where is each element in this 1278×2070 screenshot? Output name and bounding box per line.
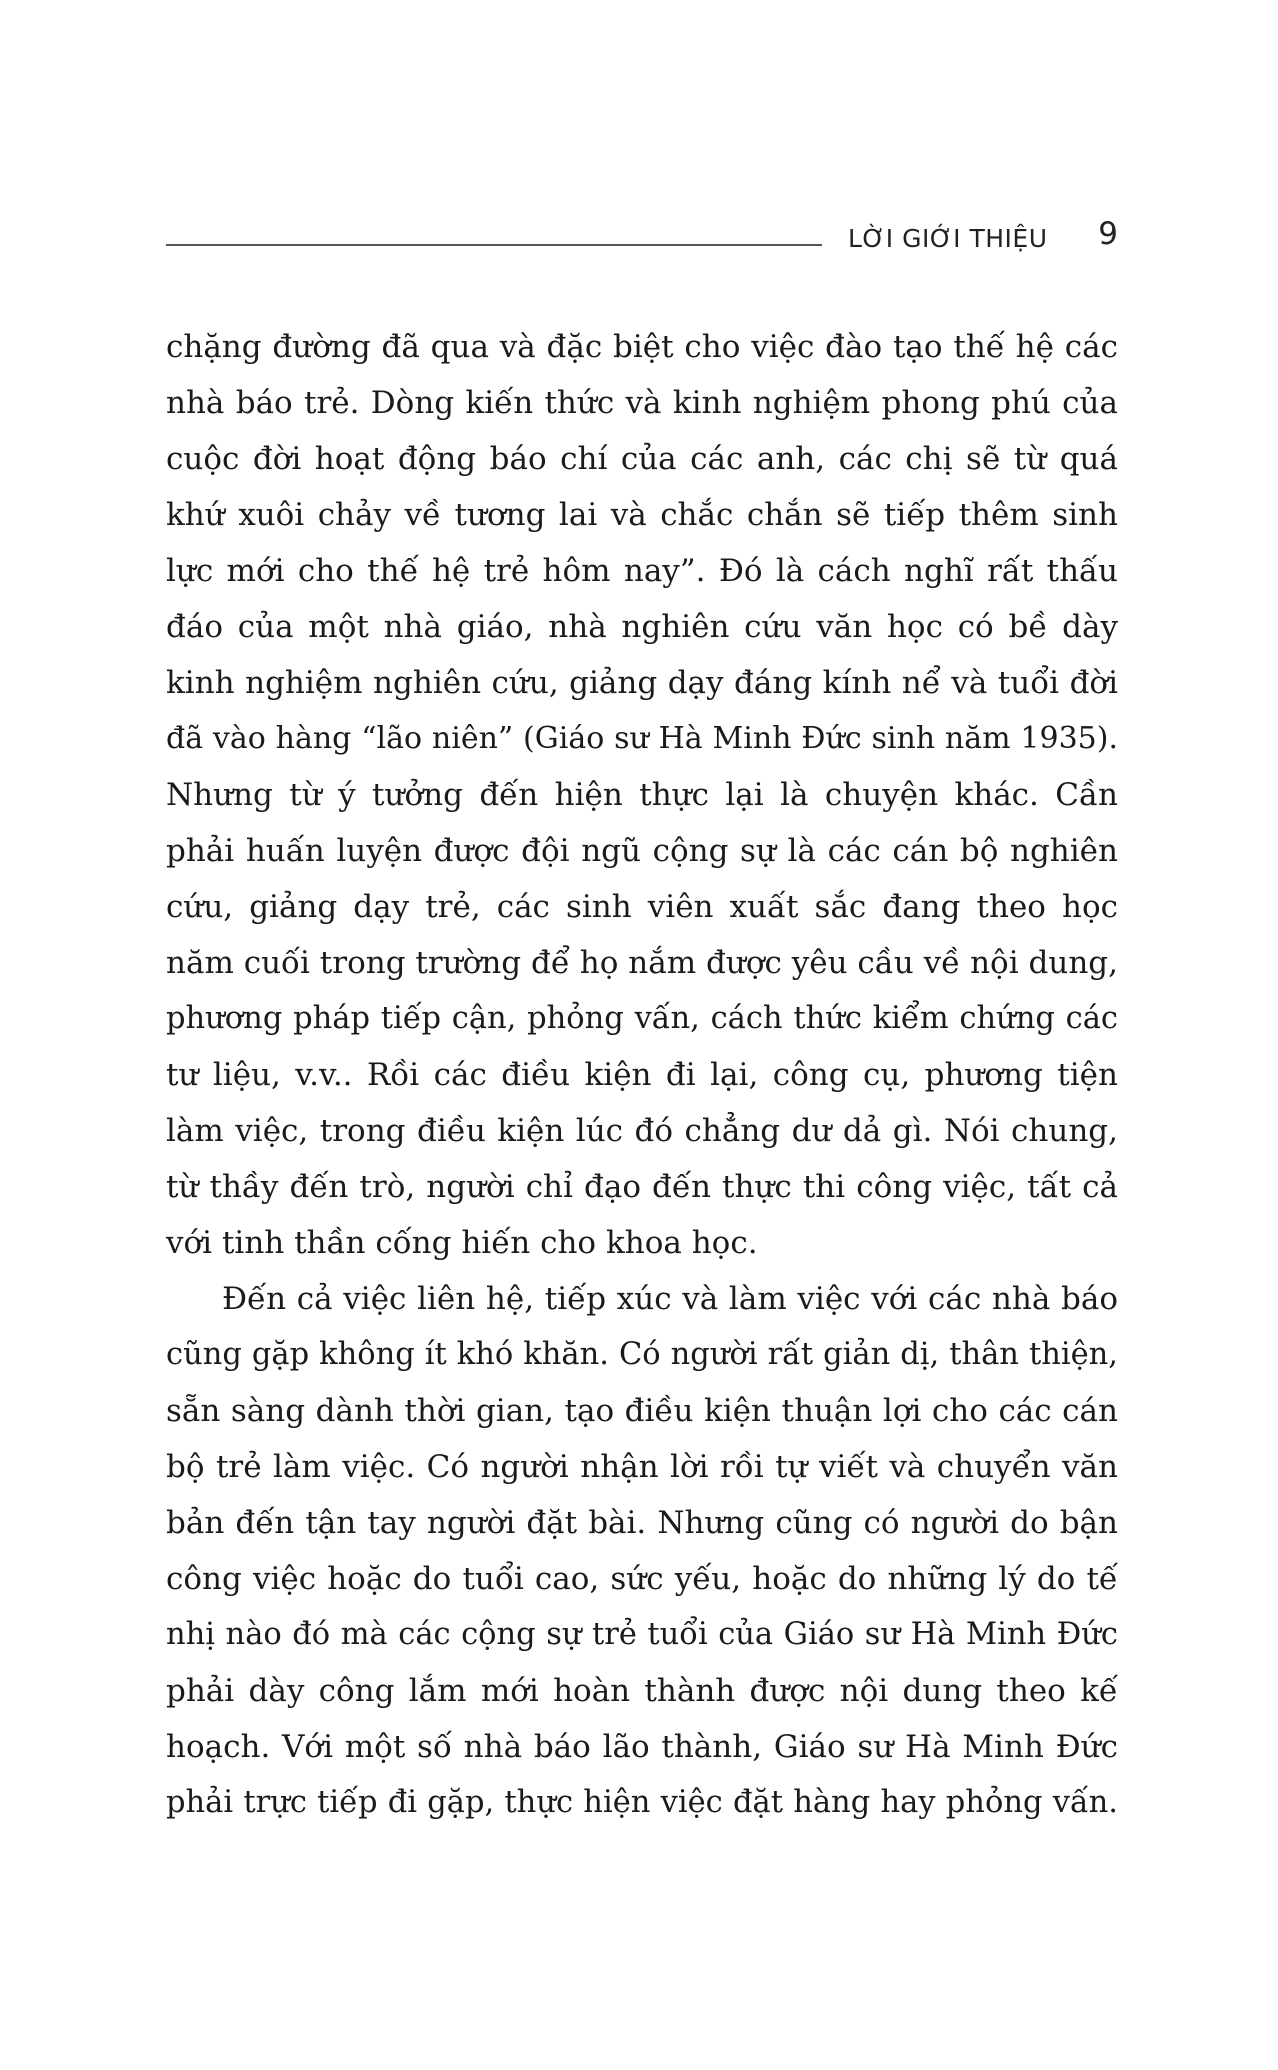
text-line: đã vào hàng “lão niên” (Giáo sư Hà Minh Đức sinh năm 1935). [166, 721, 1118, 756]
header-rule [166, 244, 822, 246]
running-header [166, 214, 1118, 274]
text-line: cứu, giảng dạy trẻ, các sinh viên xuất sắc đang theo học [166, 889, 1118, 925]
paragraph-1 [166, 319, 1118, 1271]
chapter-title: LỜI GIỚI THIỆU [848, 224, 1048, 253]
text-line: năm cuối trong trường để họ nắm được yêu cầu về nội dung, [166, 945, 1118, 981]
paragraph-2 [166, 1271, 1118, 1831]
text-line: từ thầy đến trò, người chỉ đạo đến thực thi công việc, tất cả [166, 1169, 1118, 1205]
text-line: tư liệu, v.v.. Rồi các điều kiện đi lại, công cụ, phương tiện [166, 1057, 1118, 1093]
text-line: cũng gặp không ít khó khăn. Có người rất giản dị, thân thiện, [166, 1337, 1118, 1372]
text-line: bộ trẻ làm việc. Có người nhận lời rồi tự viết và chuyển văn [166, 1449, 1118, 1485]
text-line: kinh nghiệm nghiên cứu, giảng dạy đáng kính nể và tuổi đời [166, 665, 1118, 701]
text-line: nhà báo trẻ. Dòng kiến thức và kinh nghiệm phong phú của [166, 385, 1118, 421]
text-line: hoạch. Với một số nhà báo lão thành, Giáo sư Hà Minh Đức [166, 1729, 1118, 1765]
text-line: lực mới cho thế hệ trẻ hôm nay”. Đó là cách nghĩ rất thấu [166, 553, 1118, 589]
text-line: Nhưng từ ý tưởng đến hiện thực lại là chuyện khác. Cần [166, 777, 1118, 813]
text-line: làm việc, trong điều kiện lúc đó chẳng dư dả gì. Nói chung, [166, 1113, 1118, 1149]
text-line: đáo của một nhà giáo, nhà nghiên cứu văn học có bề dày [166, 609, 1118, 645]
page-number: 9 [1098, 216, 1118, 252]
text-line: chặng đường đã qua và đặc biệt cho việc đào tạo thế hệ các [166, 329, 1118, 365]
text-line: với tinh thần cống hiến cho khoa học. [166, 1225, 758, 1261]
text-line: công việc hoặc do tuổi cao, sức yếu, hoặc do những lý do tế [166, 1561, 1118, 1597]
text-line: cuộc đời hoạt động báo chí của các anh, các chị sẽ từ quá [166, 441, 1118, 477]
text-line: phải trực tiếp đi gặp, thực hiện việc đặt hàng hay phỏng vấn. [166, 1785, 1118, 1820]
text-line: phương pháp tiếp cận, phỏng vấn, cách thức kiểm chứng các [166, 1001, 1118, 1036]
body-text [166, 319, 1118, 1831]
text-line: sẵn sàng dành thời gian, tạo điều kiện thuận lợi cho các cán [166, 1393, 1118, 1429]
text-line: bản đến tận tay người đặt bài. Nhưng cũng có người do bận [166, 1505, 1118, 1541]
text-line: khứ xuôi chảy về tương lai và chắc chắn sẽ tiếp thêm sinh [166, 497, 1118, 533]
text-line: Đến cả việc liên hệ, tiếp xúc và làm việc với các nhà báo [222, 1281, 1118, 1317]
text-line: nhị nào đó mà các cộng sự trẻ tuổi của Giáo sư Hà Minh Đức [166, 1617, 1118, 1652]
text-line: phải huấn luyện được đội ngũ cộng sự là các cán bộ nghiên [166, 833, 1118, 869]
text-line: phải dày công lắm mới hoàn thành được nội dung theo kế [166, 1673, 1118, 1709]
